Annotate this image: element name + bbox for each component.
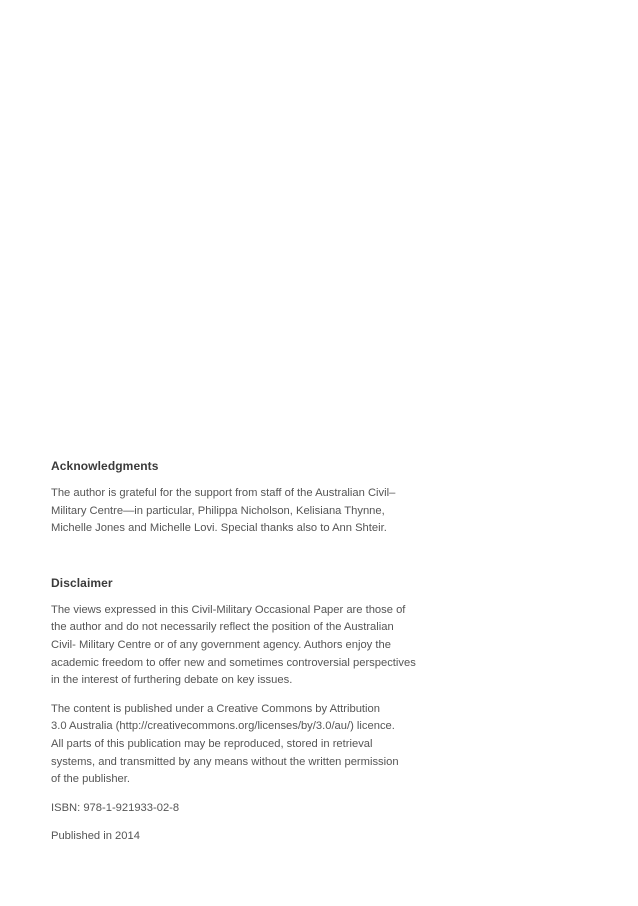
disclaimer-section bbox=[51, 574, 451, 846]
acknowledgments-section bbox=[51, 457, 451, 538]
publication-year-text: Published in 2014 bbox=[51, 830, 140, 843]
isbn-text: ISBN: 978-1-921933-02-8 bbox=[51, 801, 180, 814]
acknowledgments-heading: Acknowledgments bbox=[51, 459, 159, 473]
disclaimer-heading: Disclaimer bbox=[51, 575, 113, 590]
page-content bbox=[51, 457, 451, 846]
acknowledgments-text: The author is grateful for the support from staff of the Australian Civil– Military Centre—in particular, Philippa Nicholson, Kelisiana Thynne, Michelle Jones and Michelle Lovi. Special thanks also to Ann Shteir. bbox=[51, 487, 396, 535]
disclaimer-views-text: The views expressed in this Civil-Military Occasional Paper are those of the author and do not necessarily reflect the position of the Australian Civil- Military Centre or of any government agency. Authors enjoy the academic freedom to offer new and sometimes controversial perspectives in the interest of furthering debate on key issues. bbox=[51, 603, 416, 687]
disclaimer-license-text: The content is published under a Creative Commons by Attribution 3.0 Australia (http://creativecommons.org/licenses/by/3.0/au/) licence. All parts of this publication may be reproduced, stored in retrieval systems, and transmitted by any means without the written permission of the publisher. bbox=[51, 702, 399, 786]
